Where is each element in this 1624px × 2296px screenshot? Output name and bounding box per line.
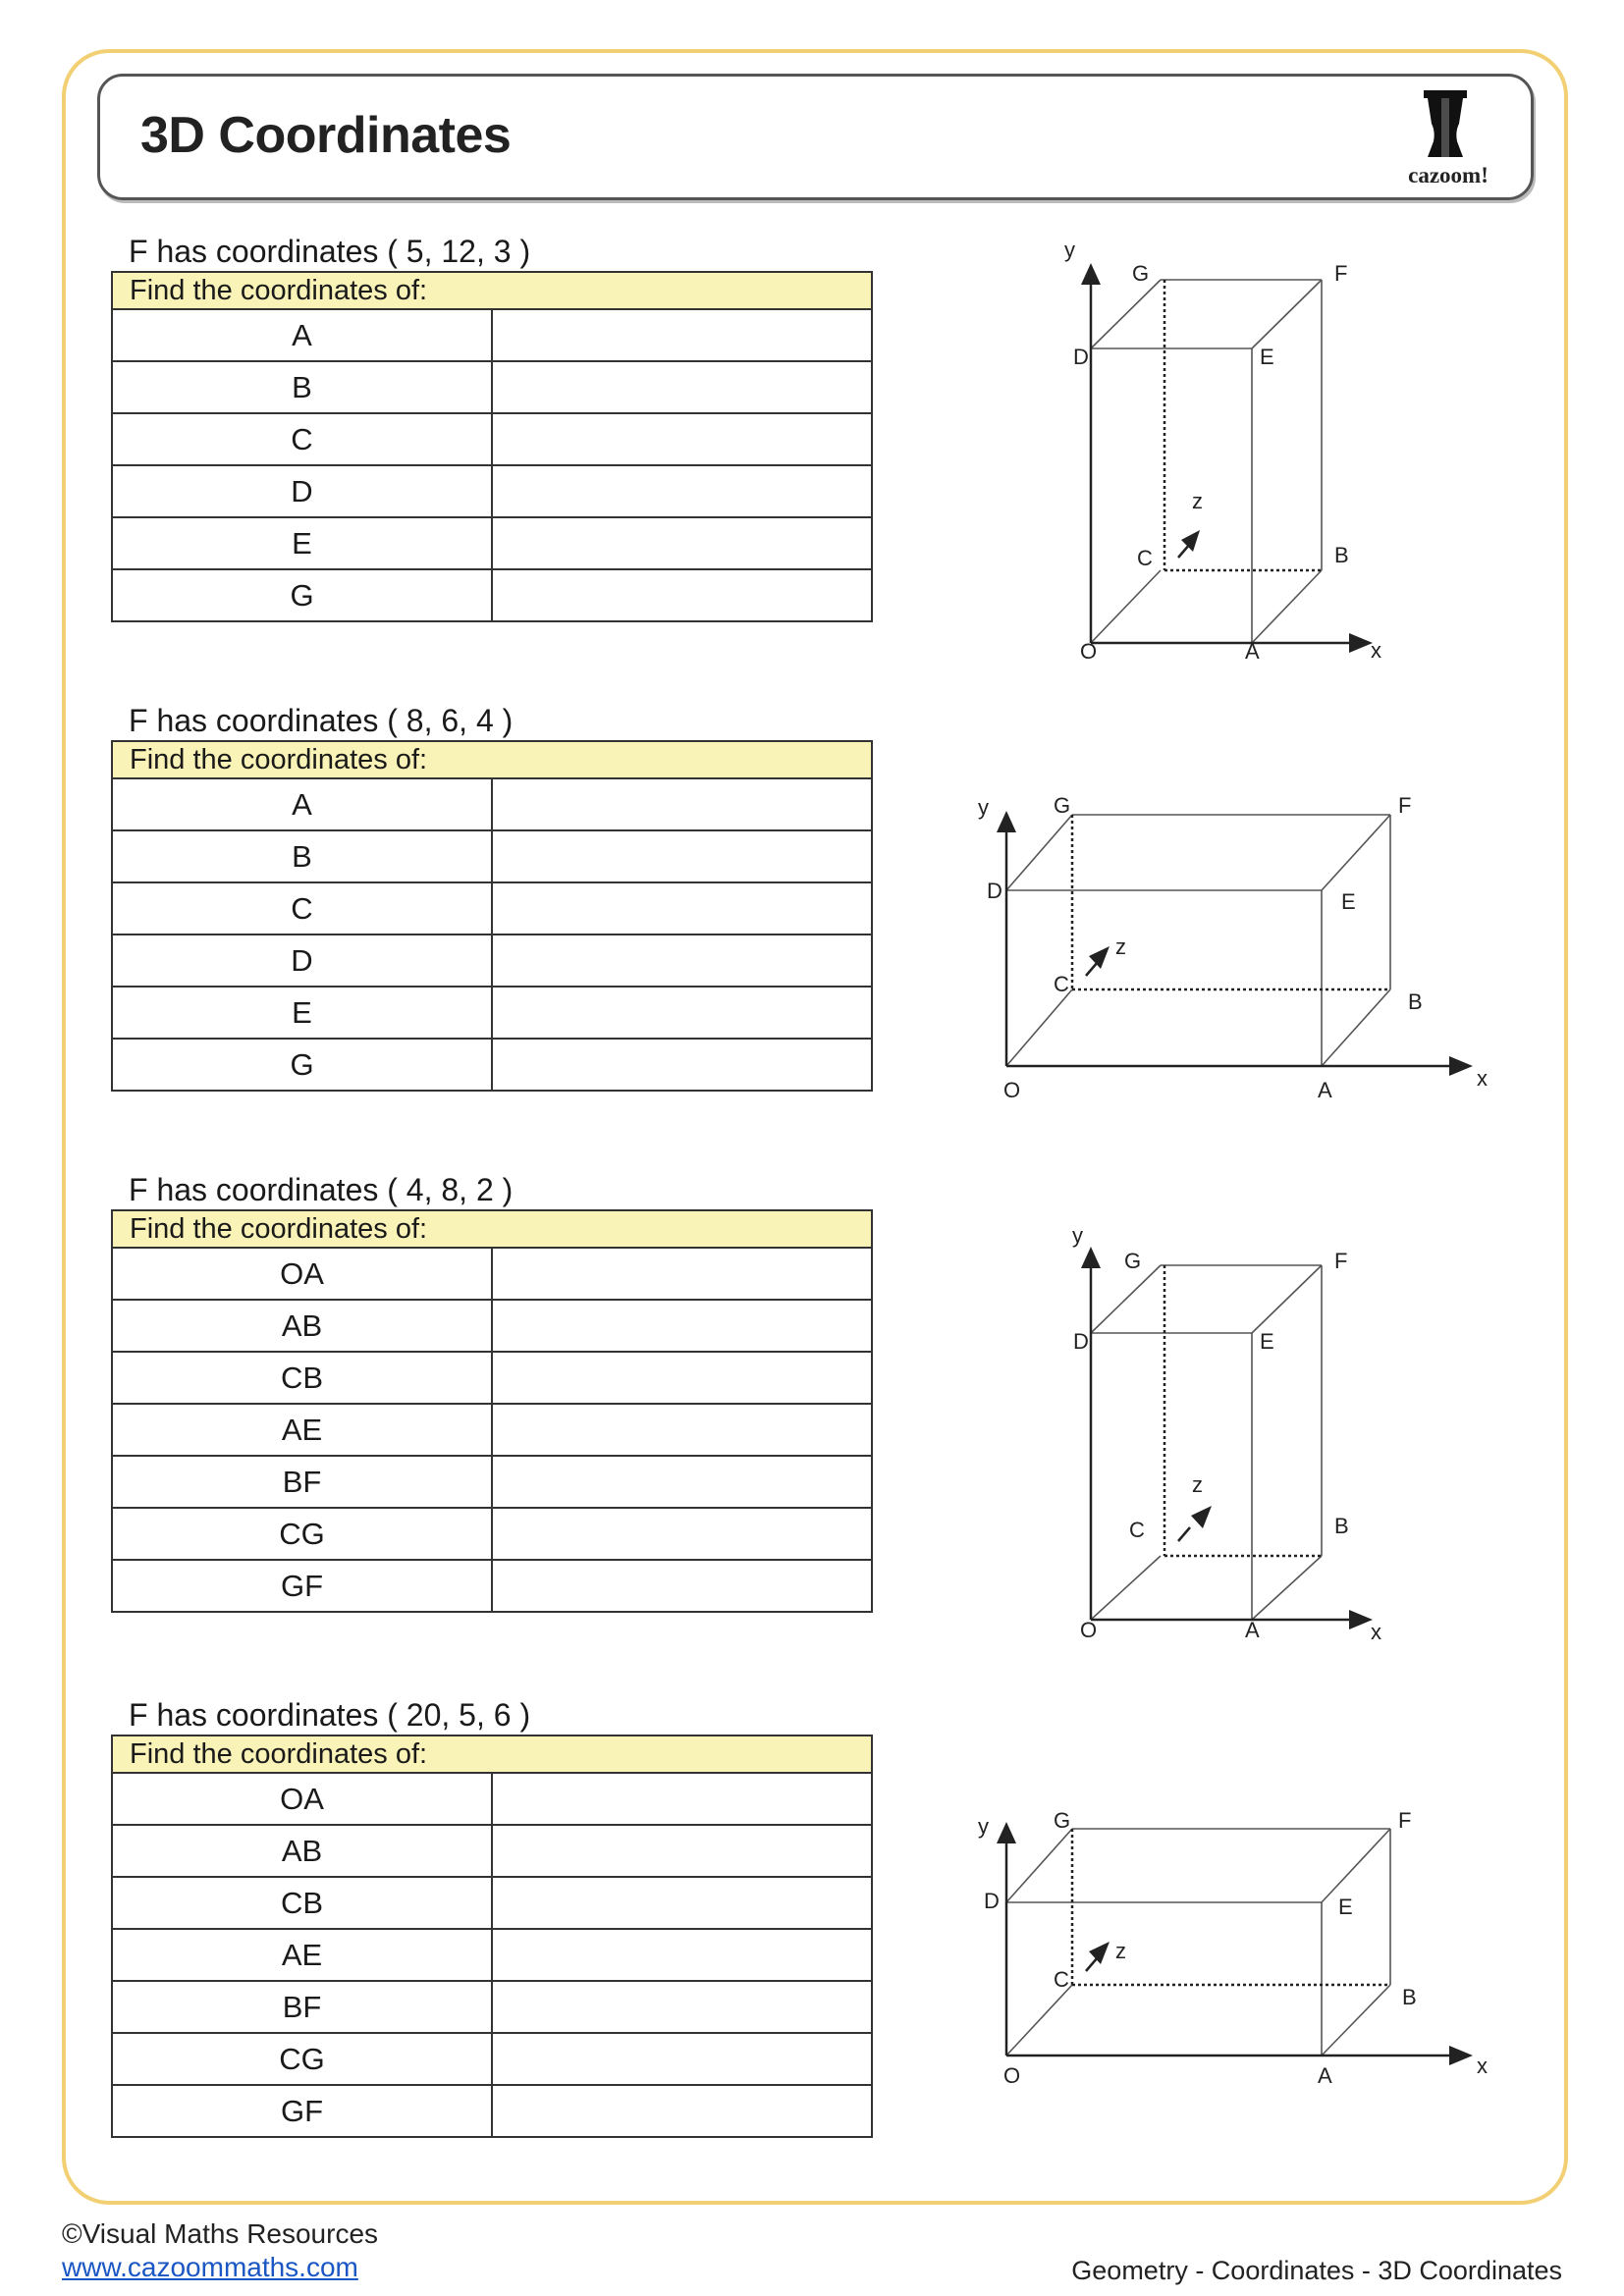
vertex-label-b: B [1402, 1985, 1417, 2009]
cuboid-diagram-3 [1060, 1212, 1414, 1654]
axis-label-x: x [1371, 638, 1381, 663]
vertex-label-o: O [1003, 2063, 1021, 2088]
vertex-label-d: D [1073, 1329, 1089, 1354]
answer-cell[interactable] [492, 1404, 872, 1456]
vertex-label-a: A [1245, 639, 1260, 664]
point-label: B [112, 830, 492, 882]
axis-label-y: y [978, 795, 989, 820]
vertex-label-d: D [1073, 345, 1089, 369]
vertex-label-e: E [1260, 345, 1274, 369]
answer-table [111, 740, 873, 1092]
cuboid-diagram-1 [1060, 231, 1414, 672]
cuboid-diagram-4 [972, 1787, 1502, 2091]
table-row [112, 987, 872, 1039]
answer-cell[interactable] [492, 830, 872, 882]
segment-label: GF [112, 1560, 492, 1612]
answer-cell[interactable] [492, 934, 872, 987]
cuboid-diagram-2 [972, 785, 1502, 1109]
segment-label: CB [112, 1877, 492, 1929]
axis-label-y: y [1072, 1223, 1083, 1248]
vertex-label-c: C [1129, 1518, 1145, 1542]
point-label: G [112, 1039, 492, 1091]
point-label: G [112, 569, 492, 621]
vertex-label-a: A [1318, 1078, 1332, 1102]
table-row [112, 309, 872, 361]
segment-label: OA [112, 1773, 492, 1825]
axis-label-z: z [1115, 1939, 1126, 1963]
question-title: F has coordinates ( 8, 6, 4 ) [129, 703, 514, 738]
table-row [112, 830, 872, 882]
table-row [112, 413, 872, 465]
axis-label-x: x [1371, 1620, 1381, 1644]
vertex-label-e: E [1341, 889, 1356, 914]
answer-cell[interactable] [492, 987, 872, 1039]
table-row [112, 1248, 872, 1300]
answer-cell[interactable] [492, 1039, 872, 1091]
answer-cell[interactable] [492, 1300, 872, 1352]
answer-cell[interactable] [492, 1877, 872, 1929]
answer-cell[interactable] [492, 778, 872, 830]
axis-label-z: z [1115, 934, 1126, 959]
axis-label-z: z [1192, 1472, 1203, 1497]
question-title: F has coordinates ( 4, 8, 2 ) [129, 1172, 514, 1207]
vertex-label-b: B [1334, 543, 1349, 567]
segment-label: CG [112, 1508, 492, 1560]
segment-label: CB [112, 1352, 492, 1404]
axis-label-x: x [1477, 2054, 1488, 2078]
question-title: F has coordinates ( 20, 5, 6 ) [129, 1697, 531, 1733]
table-header: Find the coordinates of: [112, 272, 872, 309]
question-title: F has coordinates ( 5, 12, 3 ) [129, 234, 531, 269]
table-row [112, 1404, 872, 1456]
vertex-label-f: F [1398, 1808, 1412, 1833]
point-label: B [112, 361, 492, 413]
table-row [112, 1825, 872, 1877]
vertex-label-a: A [1245, 1618, 1260, 1642]
answer-cell[interactable] [492, 309, 872, 361]
segment-label: BF [112, 1981, 492, 2033]
point-label: D [112, 934, 492, 987]
table-row [112, 1773, 872, 1825]
vertex-label-o: O [1080, 639, 1098, 664]
table-row [112, 1508, 872, 1560]
footer-topic: Geometry - Coordinates - 3D Coordinates [1071, 2256, 1562, 2285]
answer-cell[interactable] [492, 1981, 872, 2033]
segment-label: BF [112, 1456, 492, 1508]
point-label: A [112, 778, 492, 830]
segment-label: GF [112, 2085, 492, 2137]
table-row [112, 1039, 872, 1091]
vertex-label-f: F [1398, 793, 1412, 818]
copyright-text: ©Visual Maths Resources [62, 2218, 379, 2249]
vertex-label-d: D [984, 1889, 1000, 1913]
point-label: E [112, 517, 492, 569]
vertex-label-g: G [1054, 1808, 1071, 1833]
answer-cell[interactable] [492, 2033, 872, 2085]
table-row [112, 1877, 872, 1929]
axis-label-z: z [1192, 489, 1203, 513]
table-row [112, 1300, 872, 1352]
vertex-label-o: O [1003, 1078, 1021, 1102]
vertex-label-a: A [1318, 2063, 1332, 2088]
answer-cell[interactable] [492, 882, 872, 934]
segment-label: OA [112, 1248, 492, 1300]
axis-label-y: y [978, 1814, 989, 1839]
answer-cell[interactable] [492, 1508, 872, 1560]
answer-cell[interactable] [492, 1248, 872, 1300]
point-label: E [112, 987, 492, 1039]
segment-label: CG [112, 2033, 492, 2085]
answer-cell[interactable] [492, 517, 872, 569]
vertex-label-e: E [1338, 1895, 1353, 1919]
answer-cell[interactable] [492, 1456, 872, 1508]
vertex-label-c: C [1054, 972, 1069, 996]
footer-left [62, 2217, 378, 2284]
table-row [112, 934, 872, 987]
table-row [112, 1560, 872, 1612]
logo-text: cazoom! [1408, 163, 1489, 187]
point-label: C [112, 413, 492, 465]
answer-cell[interactable] [492, 361, 872, 413]
point-label: A [112, 309, 492, 361]
table-row [112, 882, 872, 934]
axis-label-x: x [1477, 1066, 1488, 1091]
answer-cell[interactable] [492, 569, 872, 621]
point-label: D [112, 465, 492, 517]
vertex-label-c: C [1137, 546, 1153, 570]
table-header: Find the coordinates of: [112, 1210, 872, 1248]
table-row [112, 1929, 872, 1981]
table-row [112, 778, 872, 830]
website-link[interactable]: www.cazoommaths.com [62, 2252, 358, 2282]
vertex-label-o: O [1080, 1618, 1098, 1642]
vertex-label-f: F [1334, 1249, 1348, 1273]
table-header: Find the coordinates of: [112, 741, 872, 778]
vertex-label-d: D [987, 879, 1002, 903]
table-row [112, 1456, 872, 1508]
answer-cell[interactable] [492, 1825, 872, 1877]
vertex-label-b: B [1334, 1514, 1349, 1538]
segment-label: AB [112, 1300, 492, 1352]
answer-cell[interactable] [492, 413, 872, 465]
table-row [112, 2033, 872, 2085]
answer-table [111, 271, 873, 622]
answer-table [111, 1735, 873, 2138]
vertex-label-g: G [1132, 261, 1150, 286]
answer-cell[interactable] [492, 1352, 872, 1404]
table-row [112, 465, 872, 517]
answer-cell[interactable] [492, 1929, 872, 1981]
table-row [112, 569, 872, 621]
vertex-label-e: E [1260, 1329, 1274, 1354]
vertex-label-c: C [1054, 1967, 1069, 1992]
point-label: C [112, 882, 492, 934]
answer-cell[interactable] [492, 465, 872, 517]
table-row [112, 361, 872, 413]
vertex-label-b: B [1408, 989, 1423, 1014]
table-row [112, 1352, 872, 1404]
table-row [112, 2085, 872, 2137]
segment-label: AE [112, 1404, 492, 1456]
answer-cell[interactable] [492, 1560, 872, 1612]
segment-label: AE [112, 1929, 492, 1981]
table-header: Find the coordinates of: [112, 1735, 872, 1773]
vertex-label-g: G [1124, 1249, 1142, 1273]
answer-table [111, 1209, 873, 1613]
vertex-label-f: F [1334, 261, 1348, 286]
answer-cell[interactable] [492, 2085, 872, 2137]
table-row [112, 517, 872, 569]
answer-cell[interactable] [492, 1773, 872, 1825]
axis-label-y: y [1064, 238, 1075, 262]
segment-label: AB [112, 1825, 492, 1877]
table-row [112, 1981, 872, 2033]
page-title: 3D Coordinates [140, 107, 512, 164]
vertex-label-g: G [1054, 793, 1071, 818]
